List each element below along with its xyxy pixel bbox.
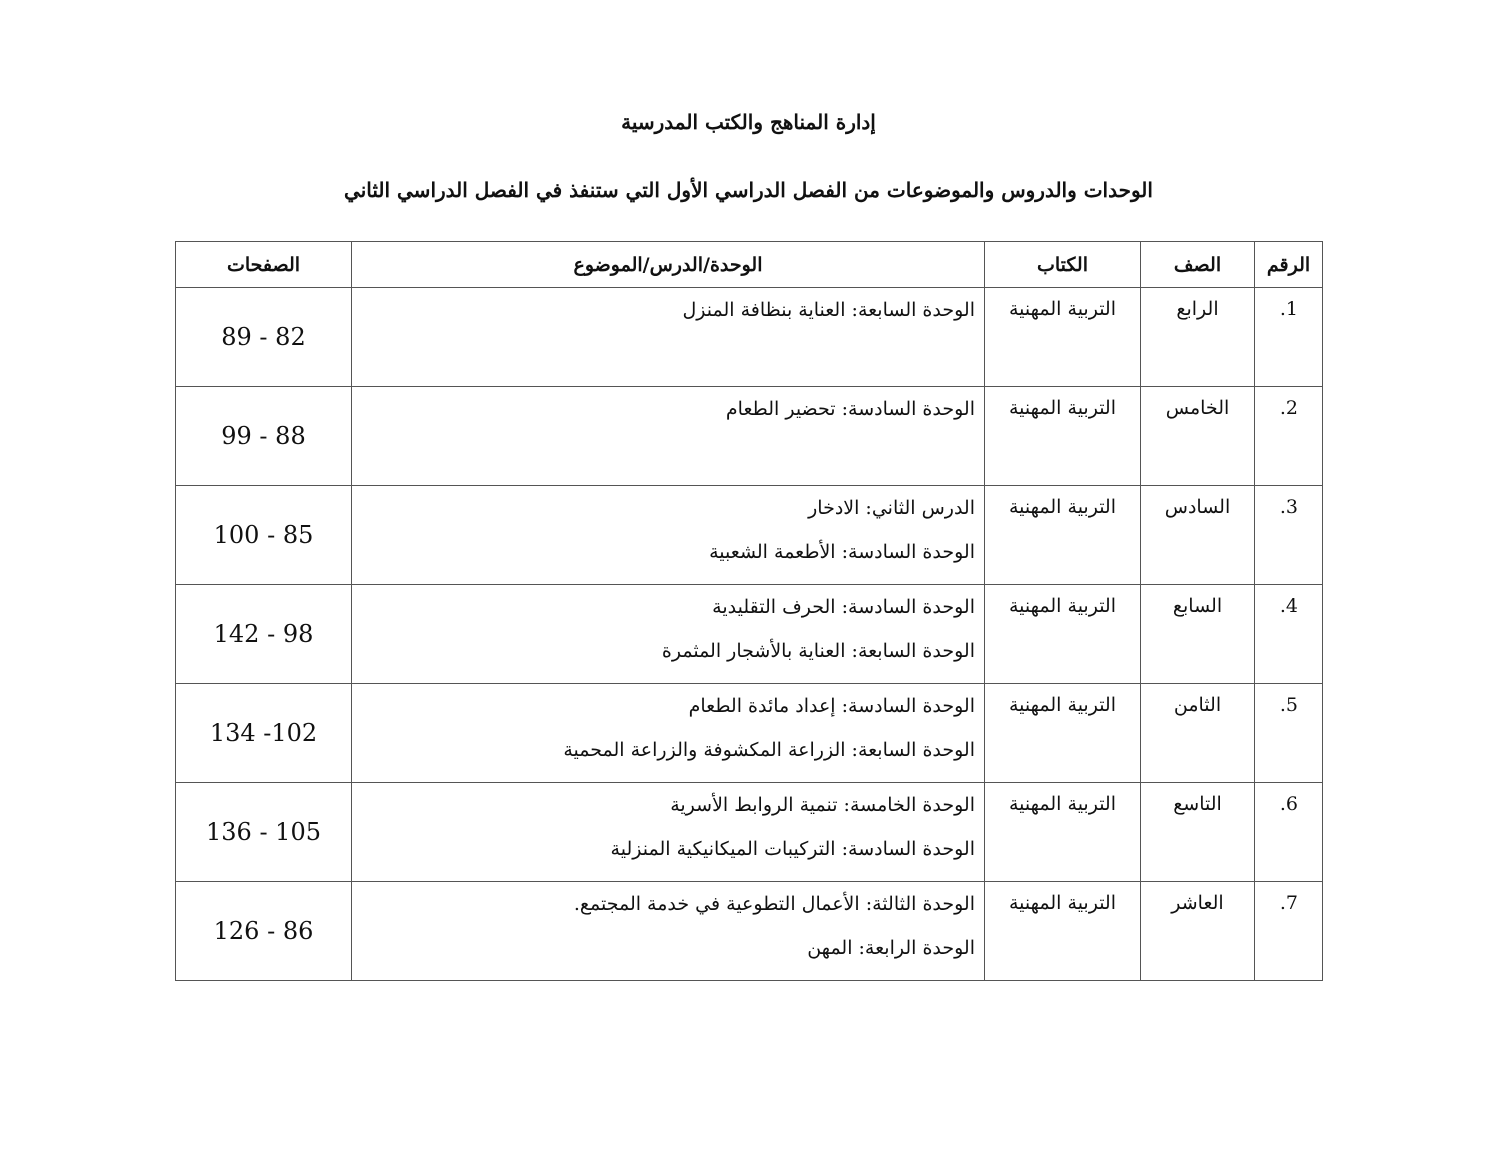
department-title: إدارة المناهج والكتب المدرسية: [621, 110, 876, 134]
row-grade: الخامس: [1141, 387, 1255, 486]
topic-line: الوحدة السادسة: التركيبات الميكانيكية المنزلية: [610, 838, 975, 860]
row-grade: السادس: [1141, 486, 1255, 585]
row-topic: [352, 288, 985, 387]
row-pages: 142 - 98: [176, 585, 352, 684]
column-header-topic: الوحدة/الدرس/الموضوع: [352, 242, 985, 288]
row-number: 5.: [1255, 684, 1323, 783]
topic-line: الوحدة السادسة: الأطعمة الشعبية: [709, 541, 975, 563]
row-grade: الرابع: [1141, 288, 1255, 387]
schedule-table: [175, 241, 1323, 981]
table-header-row: [176, 242, 1323, 288]
topic-line: الوحدة الثالثة: الأعمال التطوعية في خدمة المجتمع.: [573, 893, 975, 915]
row-pages: 134 -102: [176, 684, 352, 783]
topic-line: [352, 441, 975, 485]
row-pages: 136 - 105: [176, 783, 352, 882]
row-topic: [352, 486, 985, 585]
table-row: [176, 783, 1323, 882]
row-number: 3.: [1255, 486, 1323, 585]
column-header-number: الرقم: [1255, 242, 1323, 288]
row-number: 1.: [1255, 288, 1323, 387]
topic-line: [352, 342, 975, 386]
topic-line: الوحدة السادسة: إعداد مائدة الطعام: [688, 695, 975, 717]
topic-line: الوحدة السابعة: الزراعة المكشوفة والزراعة المحمية: [563, 739, 975, 761]
row-grade: السابع: [1141, 585, 1255, 684]
row-topic: [352, 882, 985, 981]
row-pages: 99 - 88: [176, 387, 352, 486]
table-row: [176, 585, 1323, 684]
row-grade: الثامن: [1141, 684, 1255, 783]
row-grade: العاشر: [1141, 882, 1255, 981]
row-book: التربية المهنية: [985, 387, 1141, 486]
table-row: [176, 486, 1323, 585]
row-topic: [352, 684, 985, 783]
row-pages: 126 - 86: [176, 882, 352, 981]
table-row: [176, 387, 1323, 486]
row-grade: التاسع: [1141, 783, 1255, 882]
row-number: 6.: [1255, 783, 1323, 882]
row-book: التربية المهنية: [985, 783, 1141, 882]
row-topic: [352, 585, 985, 684]
row-number: 7.: [1255, 882, 1323, 981]
topic-line: الوحدة الرابعة: المهن: [807, 937, 975, 959]
topic-line: الدرس الثاني: الادخار: [808, 497, 975, 519]
column-header-grade: الصف: [1141, 242, 1255, 288]
row-pages: 89 - 82: [176, 288, 352, 387]
row-topic: [352, 387, 985, 486]
row-book: التربية المهنية: [985, 585, 1141, 684]
topic-line: الوحدة الخامسة: تنمية الروابط الأسرية: [670, 794, 975, 816]
row-book: التربية المهنية: [985, 684, 1141, 783]
topic-line: الوحدة السادسة: تحضير الطعام: [725, 398, 975, 420]
row-book: التربية المهنية: [985, 882, 1141, 981]
table-row: [176, 288, 1323, 387]
document-subtitle: الوحدات والدروس والموضوعات من الفصل الدراسي الأول التي ستنفذ في الفصل الدراسي الثاني: [344, 178, 1153, 202]
table-row: [176, 882, 1323, 981]
row-book: التربية المهنية: [985, 288, 1141, 387]
row-topic: [352, 783, 985, 882]
topic-line: الوحدة السادسة: الحرف التقليدية: [712, 596, 975, 618]
row-number: 4.: [1255, 585, 1323, 684]
topic-line: الوحدة السابعة: العناية بالأشجار المثمرة: [661, 640, 975, 662]
row-book: التربية المهنية: [985, 486, 1141, 585]
row-pages: 100 - 85: [176, 486, 352, 585]
table-row: [176, 684, 1323, 783]
topic-line: الوحدة السابعة: العناية بنظافة المنزل: [682, 299, 975, 321]
row-number: 2.: [1255, 387, 1323, 486]
column-header-pages: الصفحات: [176, 242, 352, 288]
column-header-book: الكتاب: [985, 242, 1141, 288]
